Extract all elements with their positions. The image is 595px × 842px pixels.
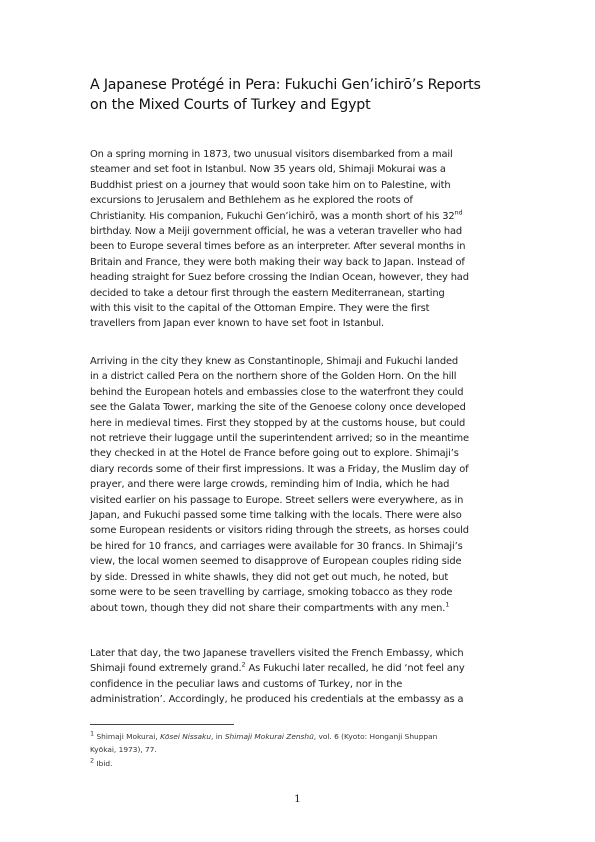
footnote-1 (90, 730, 530, 743)
p1-line-12: travellers from Japan ever known to have set foot in Istanbul. (90, 318, 385, 330)
footnote-1-italic-a: Kōsei Nissaku (160, 732, 212, 741)
p1-line-10: decided to take a detour first through the eastern Mediterranean, starting (90, 287, 445, 299)
p1-line-4: excursions to Jerusalem and Bethlehem as he explored the roots of (90, 195, 413, 207)
p2-line-1: Arriving in the city they knew as Constantinople, Shimaji and Fukuchi landed (90, 356, 459, 367)
p2-line-4: see the Galata Tower, marking the site of the Genoese colony once developed (90, 402, 466, 414)
p2-line-2: in a district called Pera on the northern shore of the Golden Horn. On the hill (90, 371, 457, 383)
p2-line-5: here in medieval times. First they stopped by at the customs house, but could (90, 417, 466, 429)
p3-line-2-text-a: Shimaji found extremely grand. (90, 663, 242, 675)
p2-line-11: Japan, and Fukuchi passed some time talking with the locals. There were also (90, 510, 462, 522)
p2-line-14: view, the local women seemed to disapprove of European couples riding side (90, 556, 462, 568)
p1-line-2: steamer and set foot in Istanbul. Now 35 years old, Shimaji Mokurai was a (90, 164, 446, 176)
footnote-ref-2[interactable]: 2 (241, 661, 246, 670)
footnote-1-text-a: Shimaji Mokurai, (94, 732, 161, 741)
paragraph-2 (90, 354, 520, 616)
title-line-2: on the Mixed Courts of Turkey and Egypt (90, 96, 371, 113)
p1-line-1: On a spring morning in 1873, two unusual visitors disembarked from a mail (90, 149, 453, 160)
ordinal-suffix: nd (454, 208, 463, 217)
p2-line-10: visited earlier on his passage to Europe. Street sellers were everywhere, as in (90, 494, 464, 506)
footnote-2 (90, 757, 530, 770)
paragraph-3 (90, 646, 520, 708)
p1-line-6: birthday. Now a Meiji government official, he was a veteran traveller who had (90, 226, 463, 238)
footnote-1-number: 1 (90, 729, 95, 738)
p2-line-13: be hired for 10 francs, and carriages were available for 30 francs. In Shimaji’s (90, 540, 463, 552)
p2-line-6: not retrieve their luggage until the superintendent arrived; so in the meantime (90, 433, 469, 445)
p3-line-2 (90, 661, 520, 676)
p2-line-15: by side. Dressed in white shawls, they did not get out much, he noted, but (90, 571, 449, 583)
p1-line-9: heading straight for Suez before crossing the Indian Ocean, however, they had (90, 272, 469, 284)
p1-line-5-text: Christianity. His companion, Fukuchi Gen’ichirō, was a month short of his 32 (90, 210, 455, 222)
title-line-1: A Japanese Protégé in Pera: Fukuchi Gen’ichirō’s Reports (90, 77, 481, 93)
p1-line-7: been to Europe several times before as an interpreter. After several months in (90, 241, 466, 253)
p2-line-17-text: about town, though they did not share their compartments with any men. (90, 602, 446, 614)
p2-line-17 (90, 601, 520, 616)
p3-line-3: confidence in the peculiar laws and customs of Turkey, nor in the (90, 678, 403, 690)
p1-line-11: with this visit to the capital of the Ottoman Empire. They were the first (90, 303, 430, 315)
p3-line-4: administration’. Accordingly, he produced his credentials at the embassy as a (90, 694, 464, 706)
p2-line-16: some were to be seen travelling by carriage, smoking tobacco as they rode (90, 587, 453, 599)
p2-line-3: behind the European hotels and embassies close to the waterfront they could (90, 386, 464, 398)
footnote-ref-1[interactable]: 1 (445, 600, 450, 609)
p3-line-1: Later that day, the two Japanese travellers visited the French Embassy, which (90, 648, 464, 659)
footnote-1-text-b: , in (211, 732, 225, 741)
article-title (90, 76, 530, 115)
footnote-1-text-c: , vol. 6 (Kyoto: Honganji Shuppan (313, 732, 438, 741)
p2-line-12: some European residents or visitors riding through the streets, as horses could (90, 525, 469, 537)
p3-line-2-text-b: As Fukuchi later recalled, he did ‘not feel any (245, 663, 465, 675)
page-number: 1 (294, 793, 301, 805)
p2-line-7: they checked in at the Hotel de France before going out to explore. Shimaji’s (90, 448, 459, 460)
p2-line-8: diary records some of their first impressions. It was a Friday, the Muslim day of (90, 463, 469, 475)
p1-line-5 (90, 209, 520, 224)
footnote-separator (90, 724, 234, 725)
p1-line-3: Buddhist priest on a journey that would soon take him on to Palestine, with (90, 179, 451, 191)
footnote-1-continuation: Kyōkai, 1973), 77. (90, 745, 157, 755)
footnote-2-number: 2 (90, 756, 95, 765)
footnote-1-italic-b: Shimaji Mokurai Zenshū (224, 732, 314, 741)
paragraph-1 (90, 147, 520, 332)
footnote-2-text: Ibid. (94, 758, 113, 768)
p2-line-9: prayer, and there were large crowds, reminding him of India, which he had (90, 479, 450, 491)
footnotes (90, 730, 530, 770)
p1-line-8: Britain and France, they were both making their way back to Japan. Instead of (90, 256, 465, 268)
